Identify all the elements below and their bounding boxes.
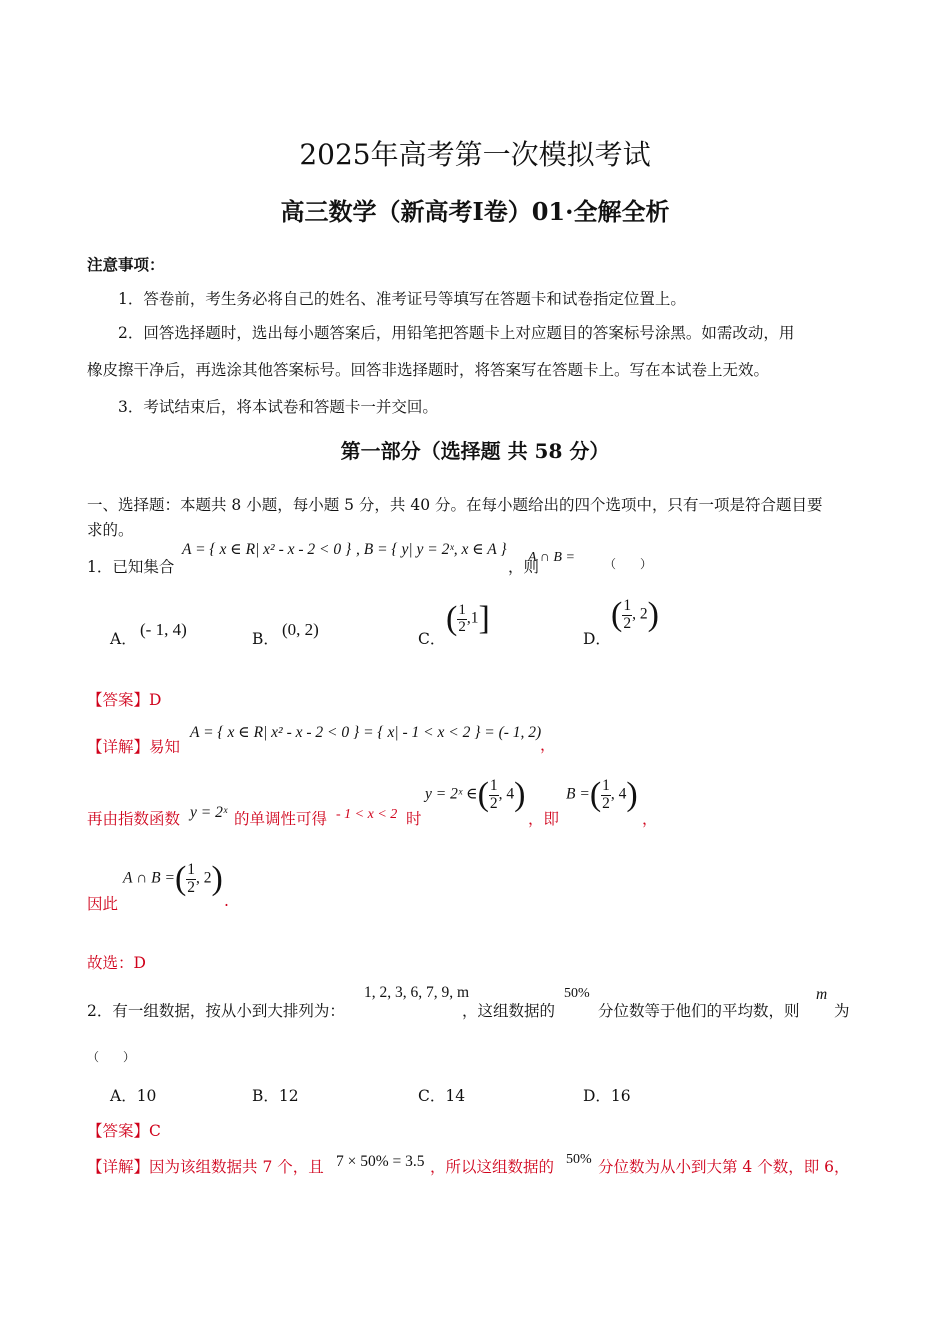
q1-stem-then: ，则 [508,558,540,576]
q1-detail-comma: ， [540,736,556,754]
q1-option-c: ( $\frac{1}{2}$ ,1] [446,600,490,637]
q1-paren: （ ） [604,557,653,571]
note-2-line-1: 2．回答选择题时，选出每小题答案后，用铅笔把答题卡上对应题目的答案标号涂黑。如需改动，用 [118,324,795,342]
q2-stem-end: 为 [834,1002,850,1020]
q2-stem-quantile: 分位数等于他们的平均数，则 [598,1002,800,1020]
q2-detail-lead: 【详解】因为该组数据共 7 个，且 [87,1158,324,1176]
q1-detail-label: 【详解】易知 [87,738,181,756]
q2-stem-lead: 2．有一组数据，按从小到大排列为： [87,1002,345,1020]
q2-percent: 50% [564,986,590,1001]
q1-line2-inequality: - 1 < x < 2 [336,807,398,822]
q2-option-d: D．16 [583,1087,631,1105]
notes-heading: 注意事项： [87,255,165,274]
q1-answer [87,688,161,710]
q1-line2-range: y = 2ˣ ∈( $\frac{1}{2}$ , 4) [425,776,526,813]
part1-intro-line-1: 一、选择题：本题共 8 小题，每小题 5 分，共 40 分。在每小题给出的四个选项中，只有一项是符合题目要 [87,496,823,514]
q1-option-b: (0, 2) [282,620,319,639]
q1-option-c-tail: ,1 [466,609,479,627]
part1-intro-line-2: 求的。 [87,521,134,539]
q2-data: 1, 2, 3, 6, 7, 9, m [364,984,470,1001]
q1-option-c-label: C． [418,630,446,648]
q1-option-c-denominator: 2 [458,618,466,635]
q1-line2-function: y = 2ˣ [190,804,228,821]
q1-option-d-numerator: 1 [623,597,632,615]
q1-option-c-numerator: 1 [458,601,466,618]
q1-set-a: A = { x ∈ R| x² - x - 2 < 0 } [182,541,352,558]
q1-option-a: (- 1, 4) [140,620,187,639]
note-3: 3．考试结束后，将本试卷和答题卡一并交回。 [118,398,438,416]
q1-line2-set-b: B =( $\frac{1}{2}$ , 4) [566,776,638,813]
q1-line2-middle: 的单调性可得 [234,810,328,828]
note-2-line-2: 橡皮擦干净后，再选涂其他答案标号。回答非选择题时，将答案写在答题卡上。写在本试卷上无效。 [87,361,770,379]
q2-answer-label: 【答案】 [87,1122,150,1140]
q1-line3-end: . [224,892,229,910]
q2-detail-math: 7 × 50% = 3.5 [336,1153,425,1170]
q1-option-d-label: D． [583,630,611,648]
q2-detail-end: 分位数为从小到大第 4 个数，即 6， [598,1158,850,1176]
note-1: 1．答卷前，考生务必将自己的姓名、准考证号等填写在答题卡和试卷指定位置上。 [118,290,686,308]
q1-stem-lead: 1．已知集合 [87,558,175,576]
q1-answer-value: D [149,691,162,709]
q1-line2-lead: 再由指数函数 [87,810,181,828]
q1-option-b-label: B． [252,630,279,648]
q1-option-a-label: A． [110,630,137,648]
q1-option-d: ( $\frac{1}{2}$ , 2) [611,596,659,633]
q1-detail-lead: 易知 [149,738,181,756]
q1-answer-label: 【答案】 [87,691,150,709]
q1-option-d-tail: , 2 [632,605,648,623]
q1-choose: 故选：D [87,954,146,972]
q1-intersection: A ∩ B = [528,550,575,565]
q2-option-a: A．10 [110,1087,157,1105]
q1-line2-when: 时 [406,810,422,828]
q2-answer-value: C [149,1122,161,1140]
q1-detail-math: A = { x ∈ R| x² - x - 2 < 0 } = { x| - 1 < x < 2 } = (- 1, 2) [190,724,542,741]
q2-detail-middle: ，所以这组数据的 [430,1158,555,1176]
q2-detail-percent: 50% [566,1152,592,1167]
q1-line2-thus: ，即 [528,810,560,828]
page-subtitle: 高三数学（新高考Ⅰ卷）01·全解全析 [280,197,670,226]
q1-option-d-denominator: 2 [623,614,632,632]
section-heading: 第一部分（选择题 共 58 分） [340,439,610,463]
page-title: 2025年高考第一次模拟考试 [299,138,651,171]
q2-option-c: C．14 [418,1087,466,1105]
q2-option-b: B．12 [252,1087,299,1105]
q2-paren: （ ） [87,1050,136,1064]
q1-set-b: , B = { y| y = 2ˣ, x ∈ A } [356,541,507,558]
q2-answer [87,1119,161,1141]
q1-line2-end: ， [642,810,658,828]
q1-line3-lead: 因此 [87,895,119,913]
q2-stem-middle: ，这组数据的 [462,1002,556,1020]
q2-variable-m: m [816,986,828,1003]
q1-line3-math: A ∩ B =( $\frac{1}{2}$ , 2) [123,860,223,897]
